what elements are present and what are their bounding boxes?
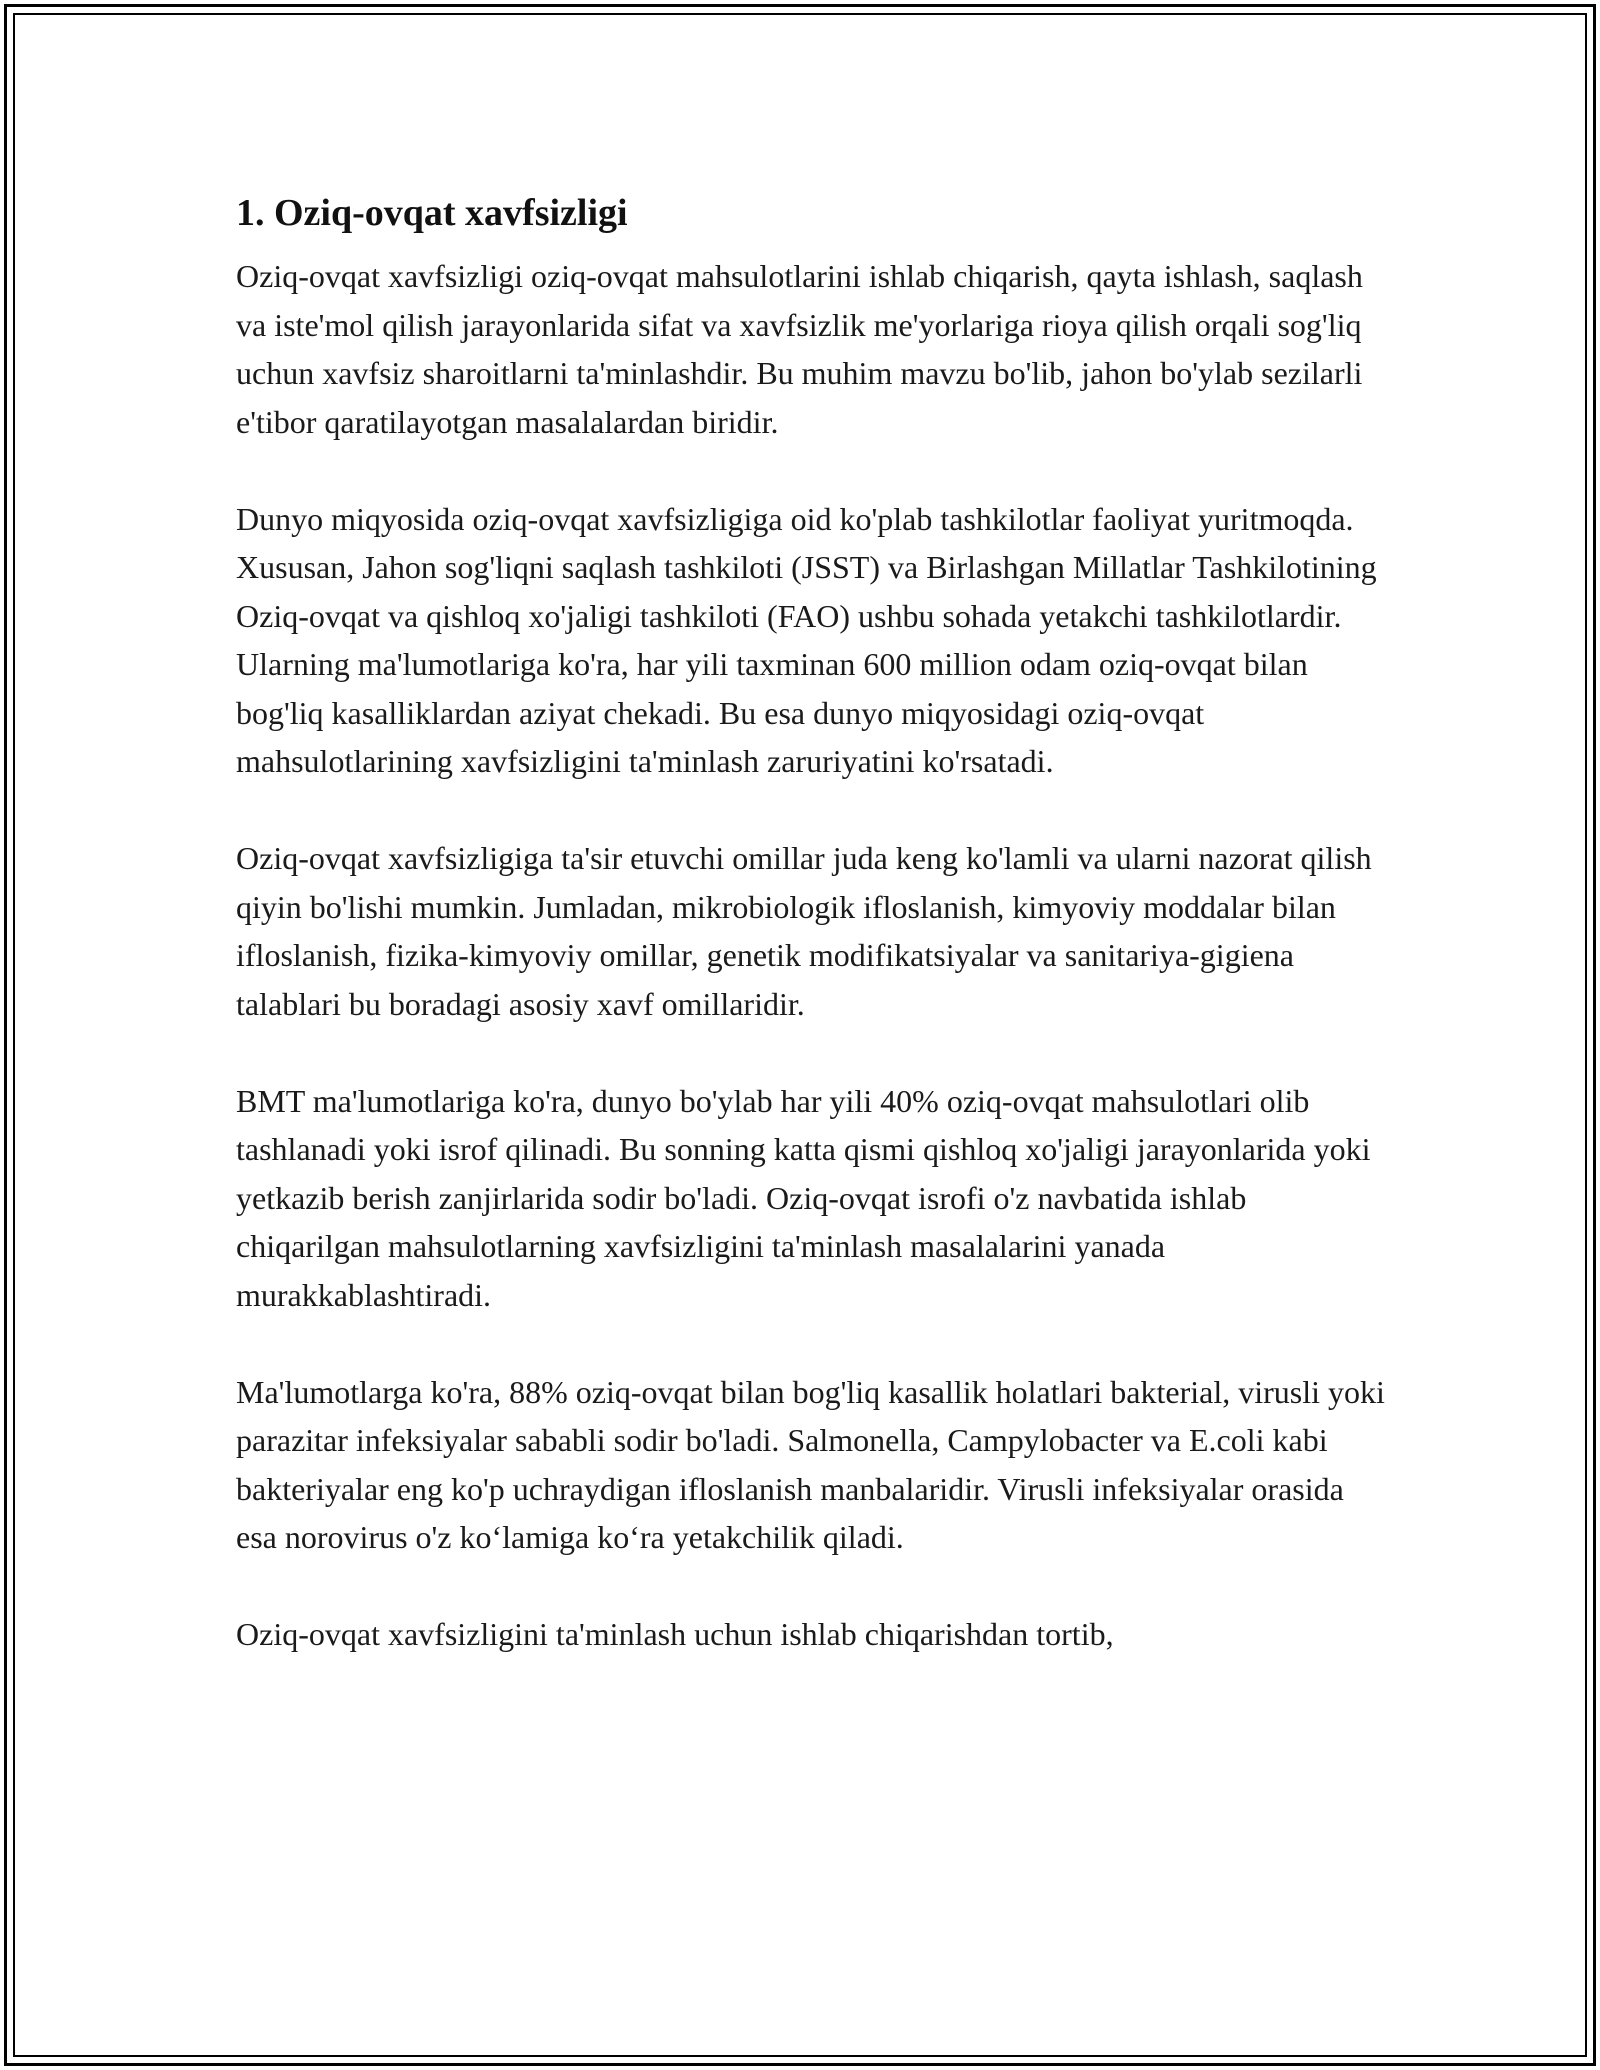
document-body [236,186,1386,1659]
paragraph-3: Oziq-ovqat xavfsizligiga ta'sir etuvchi omillar juda keng ko'lamli va ularni nazorat qilish qiyin bo'lishi mumkin. Jumladan, mikrobiologik ifloslanish, kimyoviy moddalar bilan ifloslanish, fizika-kimyoviy omillar, genetik modifikatsiyalar va sanitariya-gigiena talablari bu boradagi asosiy xavf omillaridir. [236,840,1372,1022]
paragraph-2: Dunyo miqyosida oziq-ovqat xavfsizligiga oid ko'plab tashkilotlar faoliyat yuritmoqda. Xususan, Jahon sog'liqni saqlash tashkiloti (JSST) va Birlashgan Millatlar Tashkilotining Oziq-ovqat va qishloq xo'jaligi tashkiloti (FAO) ushbu sohada yetakchi tashkilotlardir. Ularning ma'lumotlariga ko'ra, har yili taxminan 600 million odam oziq-ovqat bilan bog'liq kasalliklardan aziyat chekadi. Bu esa dunyo miqyosidagi oziq-ovqat mahsulotlarining xavfsizligini ta'minlash zaruriyatini ko'rsatadi. [236,500,1377,779]
section-heading: 1. Oziq-ovqat xavfsizligi [236,192,628,234]
paragraph-1: Oziq-ovqat xavfsizligi oziq-ovqat mahsulotlarini ishlab chiqarish, qayta ishlash, saqlash va iste'mol qilish jarayonlarida sifat va xavfsizlik me'yorlariga rioya qilish orqali sog'liq uchun xavfsiz sharoitlarni ta'minlashdir. Bu muhim mavzu bo'lib, jahon bo'ylab sezilarli e'tibor qaratilayotgan masalalardan biridir. [236,258,1363,440]
paragraph-6: Oziq-ovqat xavfsizligini ta'minlash uchun ishlab chiqarishdan tortib, [236,1616,1114,1652]
paragraph-5: Ma'lumotlarga ko'ra, 88% oziq-ovqat bilan bog'liq kasallik holatlari bakterial, virusli yoki parazitar infeksiyalar sababli sodir bo'ladi. Salmonella, Campylobacter va E.coli kabi bakteriyalar eng ko'p uchraydigan ifloslanish manbalaridir. Virusli infeksiyalar orasida esa norovirus o'z ko‘lamiga ko‘ra yetakchilik qiladi. [236,1373,1385,1555]
paragraph-4: BMT ma'lumotlariga ko'ra, dunyo bo'ylab har yili 40% oziq-ovqat mahsulotlari olib tashlanadi yoki isrof qilinadi. Bu sonning katta qismi qishloq xo'jaligi jarayonlarida yoki yetkazib berish zanjirlarida sodir bo'ladi. Oziq-ovqat isrofi o'z navbatida ishlab chiqarilgan mahsulotlarning xavfsizligini ta'minlash masalalarini yanada murakkablashtiradi. [236,1082,1371,1313]
